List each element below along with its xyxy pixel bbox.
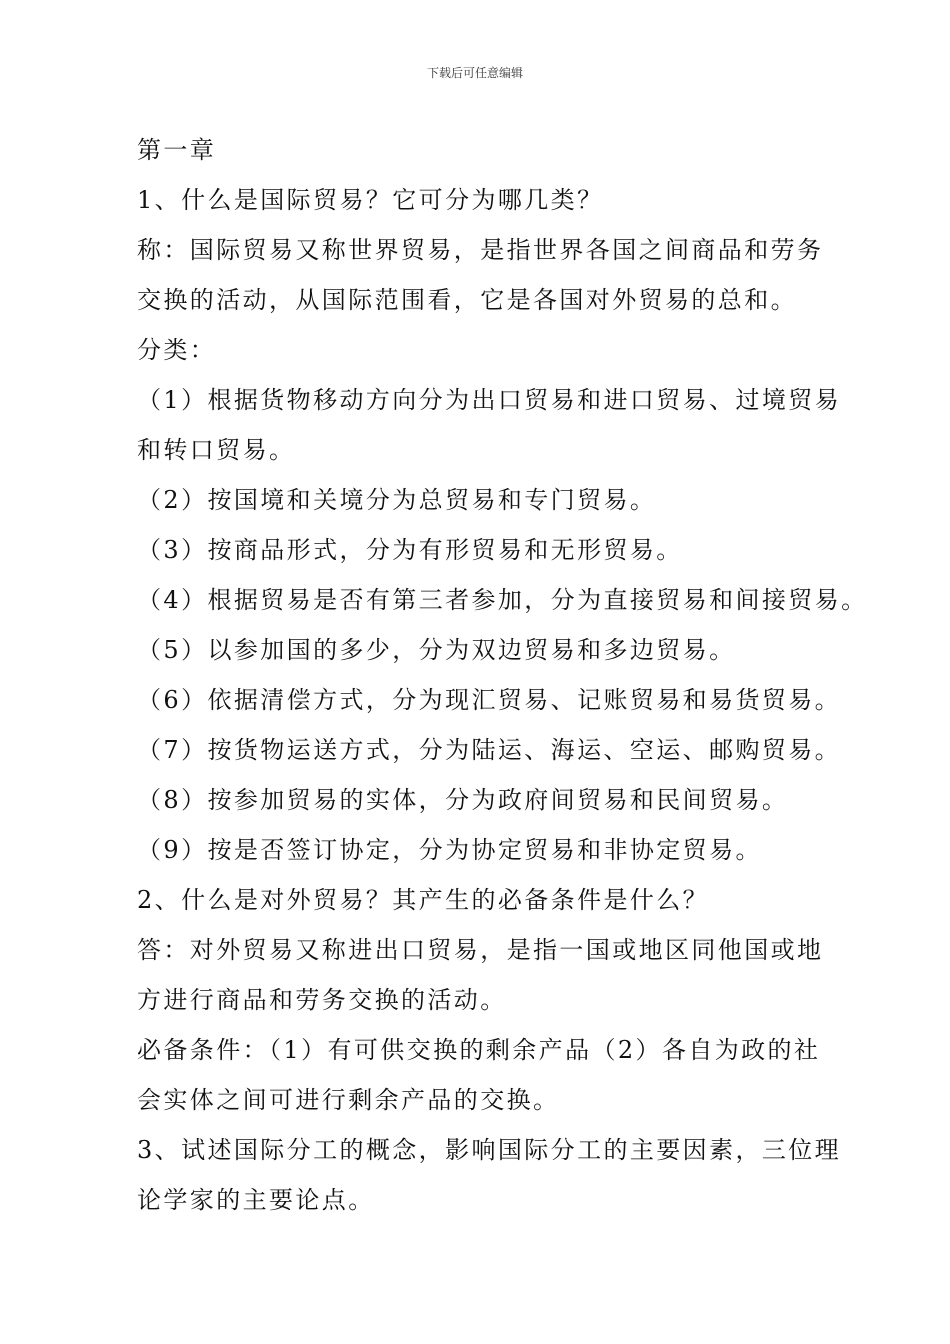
answer-line: 方进行商品和劳务交换的活动。 [137, 986, 507, 1014]
list-item: （7）按货物运送方式，分为陆运、海运、空运、邮购贸易。 [137, 736, 842, 764]
list-item: （3）按商品形式，分为有形贸易和无形贸易。 [137, 536, 683, 564]
conditions-line: 会实体之间可进行剩余产品的交换。 [137, 1086, 560, 1114]
chapter-title: 第一章 [137, 136, 217, 164]
question-1: 1、什么是国际贸易？它可分为哪几类？ [137, 186, 604, 214]
classification-heading: 分类： [137, 336, 217, 364]
document-body [137, 128, 868, 1228]
list-item: （1）根据货物移动方向分为出口贸易和进口贸易、过境贸易 [137, 386, 842, 414]
question-2: 2、什么是对外贸易？其产生的必备条件是什么？ [137, 886, 710, 914]
answer-line: 答：对外贸易又称进出口贸易，是指一国或地区同他国或地 [137, 936, 824, 964]
page-header: 下载后可任意编辑 [426, 66, 523, 80]
list-item: （6）依据清偿方式，分为现汇贸易、记账贸易和易货贸易。 [137, 686, 842, 714]
list-item: （5）以参加国的多少，分为双边贸易和多边贸易。 [137, 636, 736, 664]
list-item: （9）按是否签订协定，分为协定贸易和非协定贸易。 [137, 836, 762, 864]
question-3: 3、试述国际分工的概念，影响国际分工的主要因素，三位理 [137, 1136, 842, 1164]
list-item: （4）根据贸易是否有第三者参加，分为直接贸易和间接贸易。 [137, 586, 868, 614]
list-item: （2）按国境和关境分为总贸易和专门贸易。 [137, 486, 657, 514]
list-item: （8）按参加贸易的实体，分为政府间贸易和民间贸易。 [137, 786, 789, 814]
list-item-continued: 和转口贸易。 [137, 436, 296, 464]
conditions-line: 必备条件：（1）有可供交换的剩余产品（2）各自为政的社 [137, 1036, 821, 1064]
answer-line: 称：国际贸易又称世界贸易，是指世界各国之间商品和劳务 [137, 236, 824, 264]
question-3-continued: 论学家的主要论点。 [137, 1186, 375, 1214]
answer-line: 交换的活动，从国际范围看，它是各国对外贸易的总和。 [137, 286, 797, 314]
